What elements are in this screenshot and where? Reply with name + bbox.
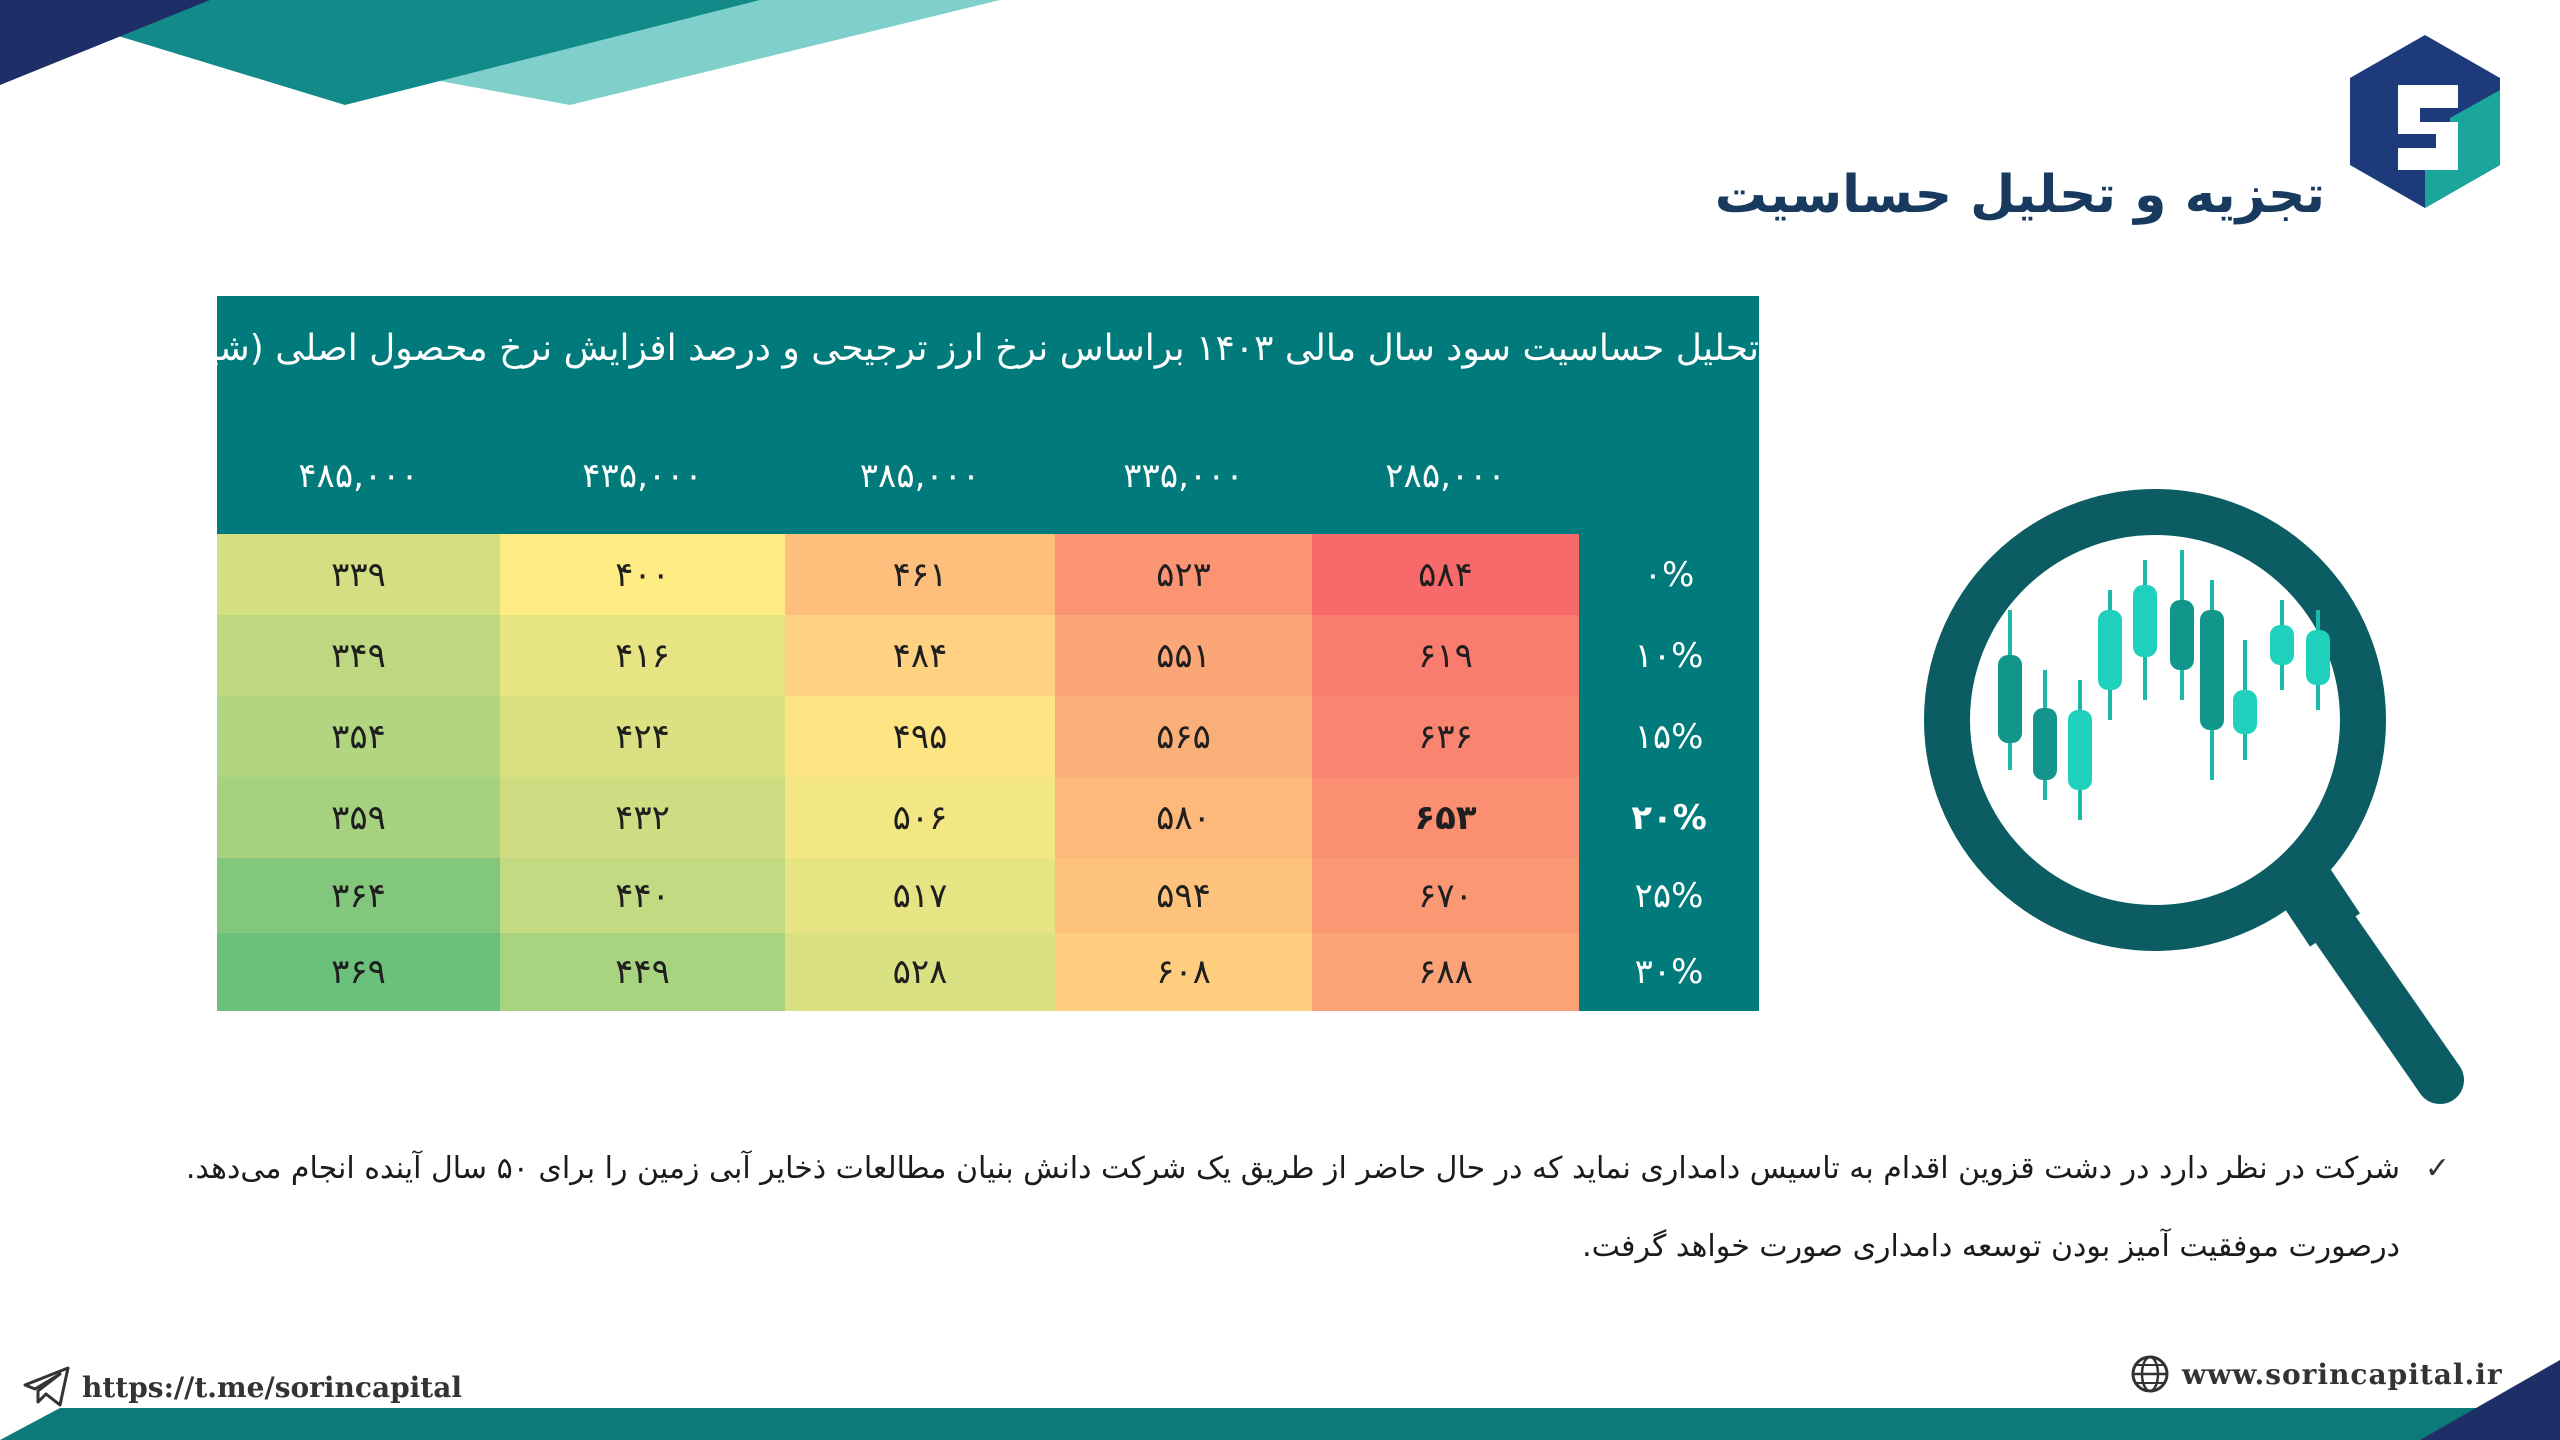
table-cell: ۵۸۰ (1055, 777, 1312, 858)
table-cell: ۶۱۹ (1312, 615, 1579, 696)
table-cell: ۳۶۴ (217, 858, 500, 933)
sensitivity-table (174, 296, 1759, 1011)
telegram-link[interactable] (22, 1365, 462, 1409)
table-cell: ۳۶۹ (217, 933, 500, 1011)
note-paragraph (130, 1130, 2450, 1286)
website-link[interactable] (2130, 1354, 2503, 1394)
table-cell: ۴۶۱ (785, 534, 1055, 615)
row-label: ۲۵% (1634, 875, 1704, 916)
column-header: ۳۸۵,۰۰۰ (859, 456, 981, 496)
table-cell: ۴۸۴ (785, 615, 1055, 696)
table-cell: ۴۴۰ (500, 858, 785, 933)
table-cell: ۵۸۴ (1312, 534, 1579, 615)
table-cell: ۵۰۶ (785, 777, 1055, 858)
table-cell: ۶۵۳ (1312, 777, 1579, 858)
row-label: ۳۰% (1634, 952, 1704, 992)
table-cell: ۴۱۶ (500, 615, 785, 696)
table-cell: ۵۱۷ (785, 858, 1055, 933)
table-cell: ۴۰۰ (500, 534, 785, 615)
table-cell: ۴۳۲ (500, 777, 785, 858)
table-cell: ۳۴۹ (217, 615, 500, 696)
table-cell: ۵۶۵ (1055, 696, 1312, 777)
column-header: ۲۸۵,۰۰۰ (1385, 456, 1506, 496)
table-cell: ۳۵۴ (217, 696, 500, 777)
table-title: تحلیل حساسیت سود سال مالی ۱۴۰۳ براساس نرخ ارز ترجیحی و درصد افزایش نرخ محصول اصلی (شیر) (174, 328, 1759, 369)
row-label: ۱۵% (1634, 716, 1704, 757)
table-cell: ۶۰۸ (1055, 933, 1312, 1011)
slide-title: تجزیه و تحلیل حساسیت (1714, 165, 2325, 225)
table-cell: ۴۲۴ (500, 696, 785, 777)
company-logo (2340, 30, 2510, 220)
telegram-url[interactable]: https://t.me/sorincapital (82, 1370, 463, 1404)
table-cell: ۵۹۴ (1055, 858, 1312, 933)
check-icon: ✓ (2424, 1151, 2450, 1186)
note-text: شرکت در نظر دارد در دشت قزوین اقدام به تاسیس دامداری نماید که در حال حاضر از طریق یک شرکت دانش بنیان مطالعات ذخایر آبی زمین را برای ۵۰ سال آینده انجام می‌دهد. درصورت موفقیت آمیز بودن توسعه دامداری صورت خواهد گرفت. (185, 1151, 2400, 1264)
column-header: ۳۳۵,۰۰۰ (1123, 456, 1244, 496)
decorative-top-shapes (0, 0, 1000, 110)
table-cell: ۴۴۹ (500, 933, 785, 1011)
table-cell: ۵۲۸ (785, 933, 1055, 1011)
magnifier-chart-icon (1920, 480, 2480, 1130)
telegram-icon (22, 1365, 72, 1409)
table-cell: ۳۵۹ (217, 777, 500, 858)
table-cell: ۳۳۹ (217, 534, 500, 615)
table-cell: ۵۵۱ (1055, 615, 1312, 696)
website-url[interactable]: www.sorincapital.ir (2182, 1357, 2503, 1391)
table-cell: ۶۷۰ (1312, 858, 1579, 933)
globe-icon (2130, 1354, 2170, 1394)
table-cell: ۶۸۸ (1312, 933, 1579, 1011)
column-header: ۴۸۵,۰۰۰ (298, 456, 419, 496)
row-label: ۲۰% (1631, 797, 1707, 838)
table-cell: ۵۲۳ (1055, 534, 1312, 615)
table-cell: ۶۳۶ (1312, 696, 1579, 777)
row-label: ۱۰% (1634, 635, 1704, 676)
column-header: ۴۳۵,۰۰۰ (582, 456, 703, 496)
table-cell: ۴۹۵ (785, 696, 1055, 777)
row-label: ۰% (1643, 554, 1695, 595)
